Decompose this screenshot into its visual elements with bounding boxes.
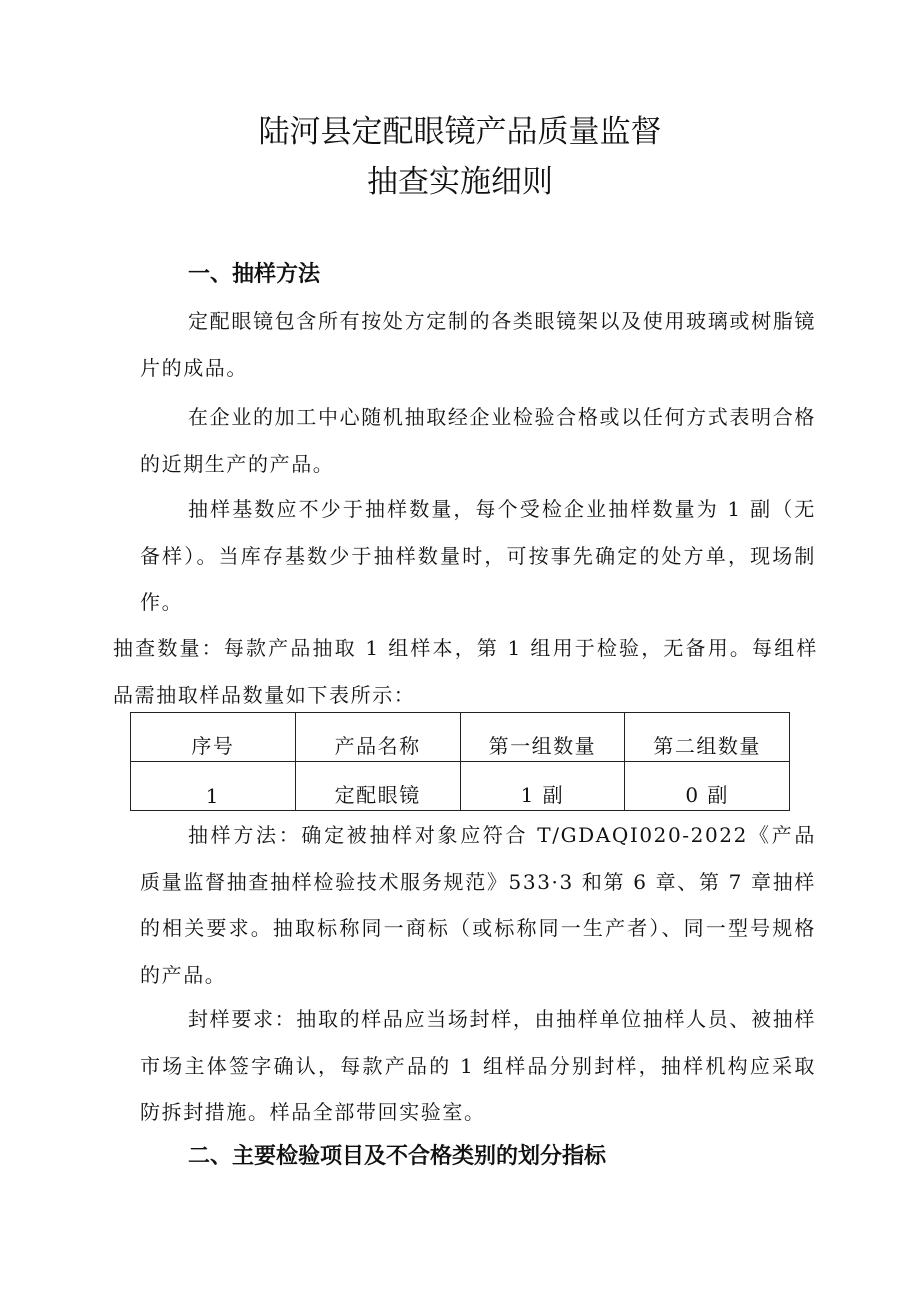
paragraph-sampling-location: 在企业的加工中心随机抽取经企业检验合格或以任何方式表明合格的近期生产的产品。 <box>140 405 816 476</box>
table-cell: 定配眼镜 <box>295 762 460 811</box>
table-row <box>131 762 790 811</box>
table-cell: 1 副 <box>460 762 625 811</box>
section-heading-sampling-method: 一、抽样方法 <box>188 262 321 287</box>
table-header-cell: 第二组数量 <box>625 713 790 762</box>
sample-quantity-table <box>130 712 790 811</box>
table-header-row <box>131 713 790 762</box>
paragraph-sealing-requirements: 封样要求：抽取的样品应当场封样，由抽样单位抽样人员、被抽样市场主体签字确认，每款产品的 1 组样品分别封样，抽样机构应采取防拆封措施。样品全部带回实验室。 <box>140 1007 816 1124</box>
paragraph-base-quantity: 抽样基数应不少于抽样数量，每个受检企业抽样数量为 1 副（无备样）。当库存基数少于抽样数量时，可按事先确定的处方单，现场制作。 <box>140 497 816 614</box>
document-title-line-1: 陆河县定配眼镜产品质量监督 <box>258 114 662 150</box>
paragraph-check-quantity: 抽查数量：每款产品抽取 1 组样本，第 1 组用于检验，无备用。每组样品需抽取样品数量如下表所示： <box>113 636 818 707</box>
table-cell: 0 副 <box>625 762 790 811</box>
table-cell: 1 <box>131 762 296 811</box>
section-heading-inspection-items: 二、主要检验项目及不合格类别的划分指标 <box>188 1144 607 1169</box>
table-header-cell: 第一组数量 <box>460 713 625 762</box>
table-header-cell: 产品名称 <box>295 713 460 762</box>
document-title-line-2: 抽查实施细则 <box>367 164 553 200</box>
paragraph-definition: 定配眼镜包含所有按处方定制的各类眼镜架以及使用玻璃或树脂镜片的成品。 <box>140 309 816 380</box>
paragraph-sampling-method: 抽样方法：确定被抽样对象应符合 T/GDAQI020-2022《产品质量监督抽查抽样检验技术服务规范》533·3 和第 6 章、第 7 章抽样的相关要求。抽取标称同一商标（或标称同一生产者）、同一型号规格的产品。 <box>140 823 816 987</box>
table-header-cell: 序号 <box>131 713 296 762</box>
